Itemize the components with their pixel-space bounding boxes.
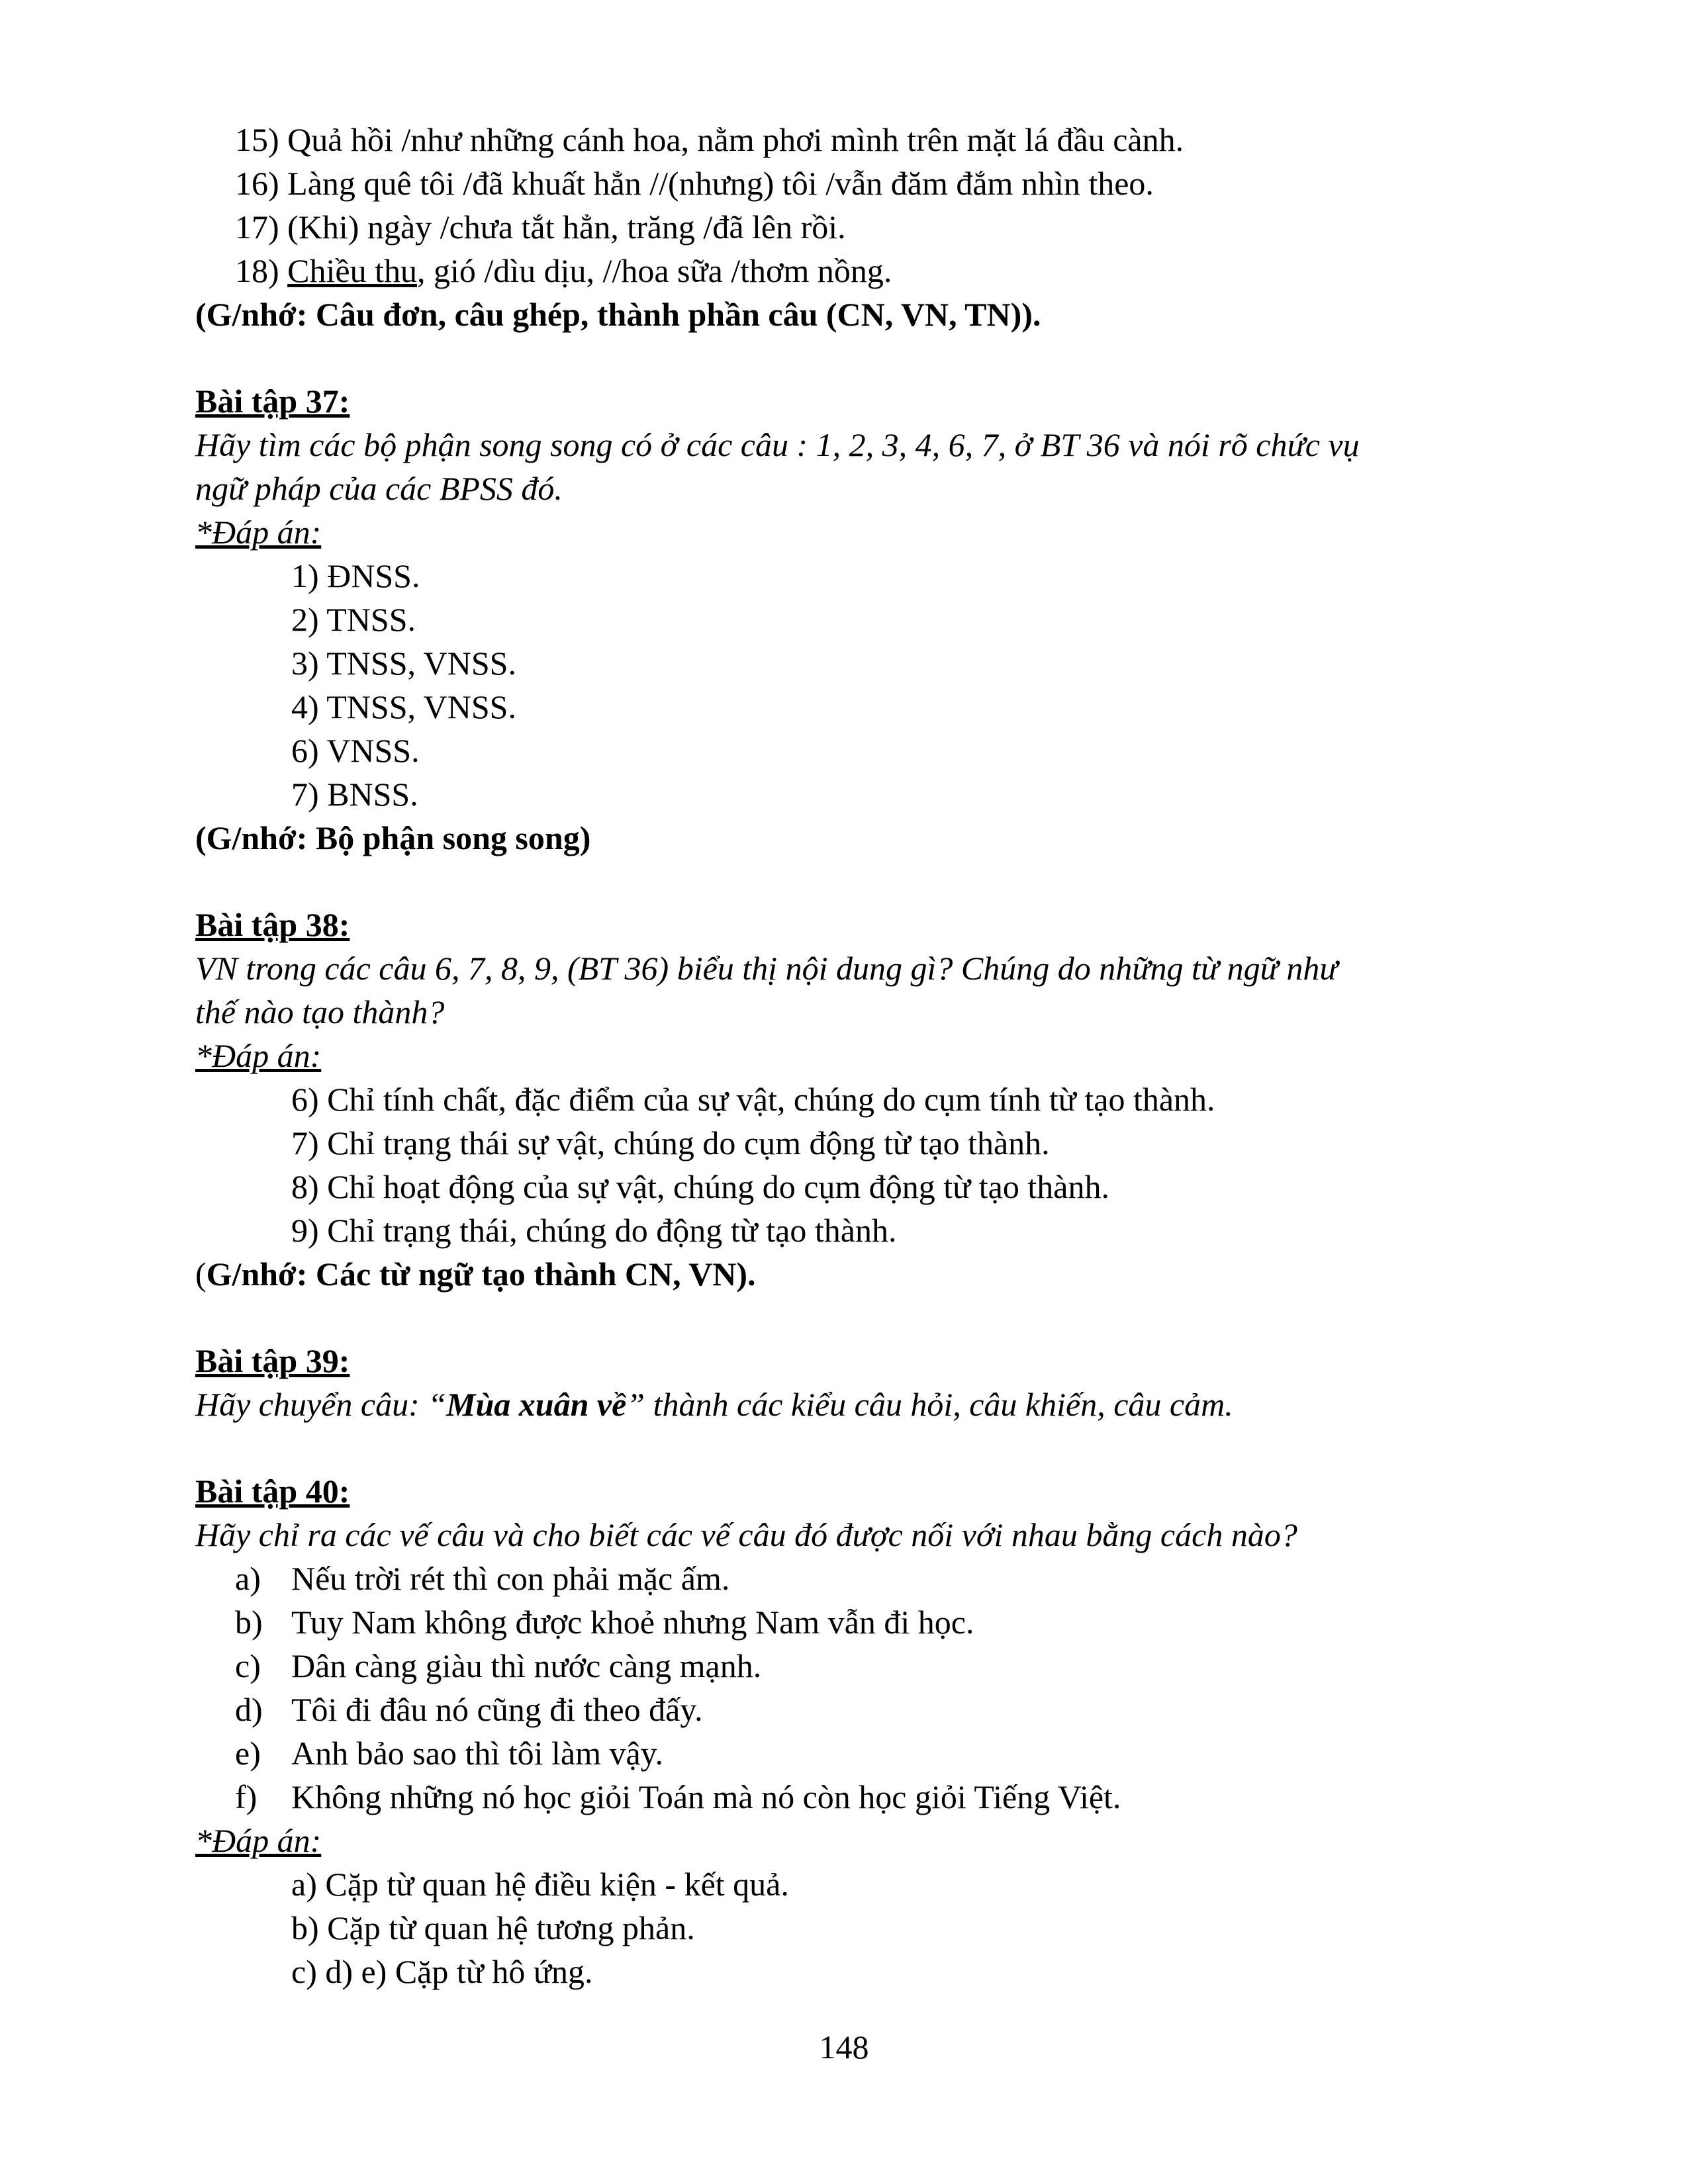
- item-label: a): [235, 1560, 261, 1597]
- ex40-title: Bài tập 40:: [195, 1473, 350, 1510]
- item-text: Không những nó học giỏi Toán mà nó còn học giỏi Tiếng Việt.: [291, 1778, 1121, 1815]
- ex37-note: (G/nhớ: Bộ phận song song): [195, 819, 591, 856]
- item-label: b): [235, 1604, 263, 1641]
- ex39-question: [195, 1383, 1233, 1426]
- ex40-question: Hãy chỉ ra các vế câu và cho biết các vế câu đó được nối với nhau bằng cách nào?: [195, 1516, 1297, 1553]
- ex38-note: [195, 1252, 756, 1296]
- ex38-question-line-2: thế nào tạo thành?: [195, 993, 445, 1030]
- sentence-number: 15): [235, 121, 279, 158]
- item-label: e): [235, 1735, 261, 1772]
- ex40-item-a: [235, 1557, 730, 1600]
- sentence-15: [235, 118, 1184, 161]
- ex38-answer-9: 9) Chỉ trạng thái, chúng do động từ tạo thành.: [291, 1212, 897, 1249]
- ex38-title: Bài tập 38:: [195, 906, 350, 943]
- page-number: 148: [819, 2028, 869, 2066]
- ex37-answer-2: 2) TNSS.: [291, 601, 416, 638]
- ex40-item-e: [235, 1731, 663, 1775]
- item-label: f): [235, 1778, 258, 1815]
- ex38-answer-7: 7) Chỉ trạng thái sự vật, chúng do cụm động từ tạo thành.: [291, 1124, 1050, 1161]
- ex40-item-f: [235, 1775, 1121, 1819]
- item-label: c): [235, 1647, 261, 1684]
- item-text: Tuy Nam không được khoẻ nhưng Nam vẫn đi học.: [291, 1604, 974, 1641]
- ex40-item-b: [235, 1600, 974, 1644]
- sentence-16: [235, 161, 1154, 205]
- sentence-17: [235, 205, 846, 249]
- sentence-18: [235, 249, 892, 293]
- sentence-text: Quả hồi /như những cánh hoa, nằm phơi mình trên mặt lá đầu cành.: [287, 121, 1184, 158]
- ex37-question-line-2: ngữ pháp của các BPSS đó.: [195, 470, 563, 507]
- question-after: ” thành các kiểu câu hỏi, câu khiến, câu cảm.: [626, 1386, 1233, 1423]
- ex37-answer-label: *Đáp án:: [195, 514, 322, 551]
- ex38-question-line-1: VN trong các câu 6, 7, 8, 9, (BT 36) biểu thị nội dung gì? Chúng do những từ ngữ như: [195, 950, 1338, 987]
- ex40-answer-label: *Đáp án:: [195, 1822, 322, 1859]
- ex38-answer-6: 6) Chỉ tính chất, đặc điểm của sự vật, chúng do cụm tính từ tạo thành.: [291, 1081, 1215, 1118]
- sentence-number: 17): [235, 208, 279, 246]
- ex37-answer-3: 3) TNSS, VNSS.: [291, 645, 516, 682]
- ex37-answer-4: 4) TNSS, VNSS.: [291, 688, 516, 725]
- ex38-answer-label: *Đáp án:: [195, 1037, 322, 1074]
- ex39-title: Bài tập 39:: [195, 1342, 350, 1379]
- question-before: Hãy chuyển câu: “: [195, 1386, 447, 1423]
- sentence-number: 16): [235, 165, 279, 202]
- sentence-text: (Khi) ngày /chưa tắt hẳn, trăng /đã lên rồi.: [287, 208, 846, 246]
- item-text: Anh bảo sao thì tôi làm vậy.: [291, 1735, 663, 1772]
- ex40-answer-a: a) Cặp từ quan hệ điều kiện - kết quả.: [291, 1866, 789, 1903]
- sentence-text: , gió /dìu dịu, //hoa sữa /thơm nồng.: [416, 252, 892, 289]
- ex37-answer-6: 6) VNSS.: [291, 732, 420, 769]
- ex37-question-line-1: Hãy tìm các bộ phận song song có ở các câu : 1, 2, 3, 4, 6, 7, ở BT 36 và nói rõ chức vụ: [195, 426, 1360, 463]
- ex40-answer-cde: c) d) e) Cặp từ hô ứng.: [291, 1953, 593, 1990]
- ex37-answer-1: 1) ĐNSS.: [291, 557, 420, 594]
- item-text: Dân càng giàu thì nước càng mạnh.: [291, 1647, 762, 1684]
- ex37-title: Bài tập 37:: [195, 383, 350, 420]
- item-text: Tôi đi đâu nó cũng đi theo đấy.: [291, 1691, 703, 1728]
- intro-note: (G/nhớ: Câu đơn, câu ghép, thành phần câu (CN, VN, TN)).: [195, 296, 1041, 333]
- sentence-text: Làng quê tôi /đã khuất hẳn //(nhưng) tôi /vẫn đăm đắm nhìn theo.: [287, 165, 1154, 202]
- note-paren: (: [195, 1255, 207, 1293]
- item-text: Nếu trời rét thì con phải mặc ấm.: [291, 1560, 730, 1597]
- note-text: G/nhớ: Các từ ngữ tạo thành CN, VN).: [206, 1255, 756, 1293]
- underlined-phrase: Chiều thu: [287, 252, 417, 289]
- item-label: d): [235, 1691, 263, 1728]
- question-bold-phrase: Mùa xuân về: [446, 1386, 627, 1423]
- sentence-number: 18): [235, 252, 279, 289]
- ex40-answer-b: b) Cặp từ quan hệ tương phản.: [291, 1909, 695, 1946]
- ex38-answer-8: 8) Chỉ hoạt động của sự vật, chúng do cụm động từ tạo thành.: [291, 1168, 1109, 1205]
- ex40-item-d: [235, 1688, 703, 1731]
- ex40-item-c: [235, 1644, 762, 1688]
- ex37-answer-7: 7) BNSS.: [291, 776, 418, 813]
